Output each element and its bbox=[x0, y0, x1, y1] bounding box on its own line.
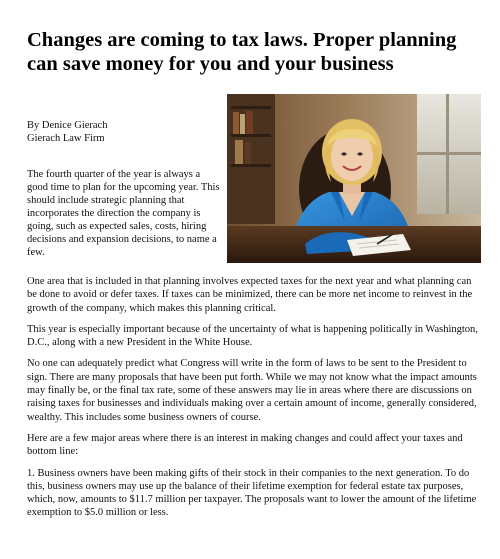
byline bbox=[27, 119, 107, 145]
article-paragraph: Here are a few major areas where there is an interest in making changes and could affect your taxes and bottom line: bbox=[27, 432, 463, 458]
byline-firm: Gierach Law Firm bbox=[27, 133, 105, 144]
article-paragraph: 1. Business owners have been making gifts of their stock in their companies to the next generation. To do this, business owners may use up the balance of their lifetime exemption for federal estate tax purposes, which, now, amounts to $11.7 million per taxpayer. The proposals want to lower the amount of the lifetime exemption to $5.0 million or less. bbox=[27, 467, 477, 519]
article-paragraph: This year is especially important because of the uncertainty of what is happening politically in Washington, D.C., along with a new President in the White House. bbox=[27, 323, 478, 349]
article-paragraph: One area that is included in that planning involves expected taxes for the next year and what planning can be done to avoid or defer taxes. If taxes can be minimized, there can be more net income to reinvest in the growth of the company, which makes this planning critical. bbox=[27, 276, 473, 314]
author-photo bbox=[227, 94, 481, 263]
article-intro: The fourth quarter of the year is always a good time to plan for the upcoming year. This should include strategic planning that incorporates the direction the company is going, such as expected sales, costs, hiring decisions and expansion decisions, to name a few. bbox=[27, 169, 220, 258]
author-portrait-photo bbox=[227, 94, 481, 263]
byline-author: By Denice Gierach bbox=[27, 120, 108, 131]
article-headline: Changes are coming to tax laws. Proper planning can save money for you and your business bbox=[27, 29, 457, 75]
article-body bbox=[27, 275, 479, 528]
article-paragraph: No one can adequately predict what Congress will write in the form of laws to be sent to the President to sign. There are many proposals that have been put forth. While we may not know what the impact amounts may finally be, or the final tax rate, some of these answers may lie in areas where there are discussions on raising taxes for businesses and individuals making over a certain amount of income, generally considered, wealthy. This includes some business owners of course. bbox=[27, 358, 477, 423]
